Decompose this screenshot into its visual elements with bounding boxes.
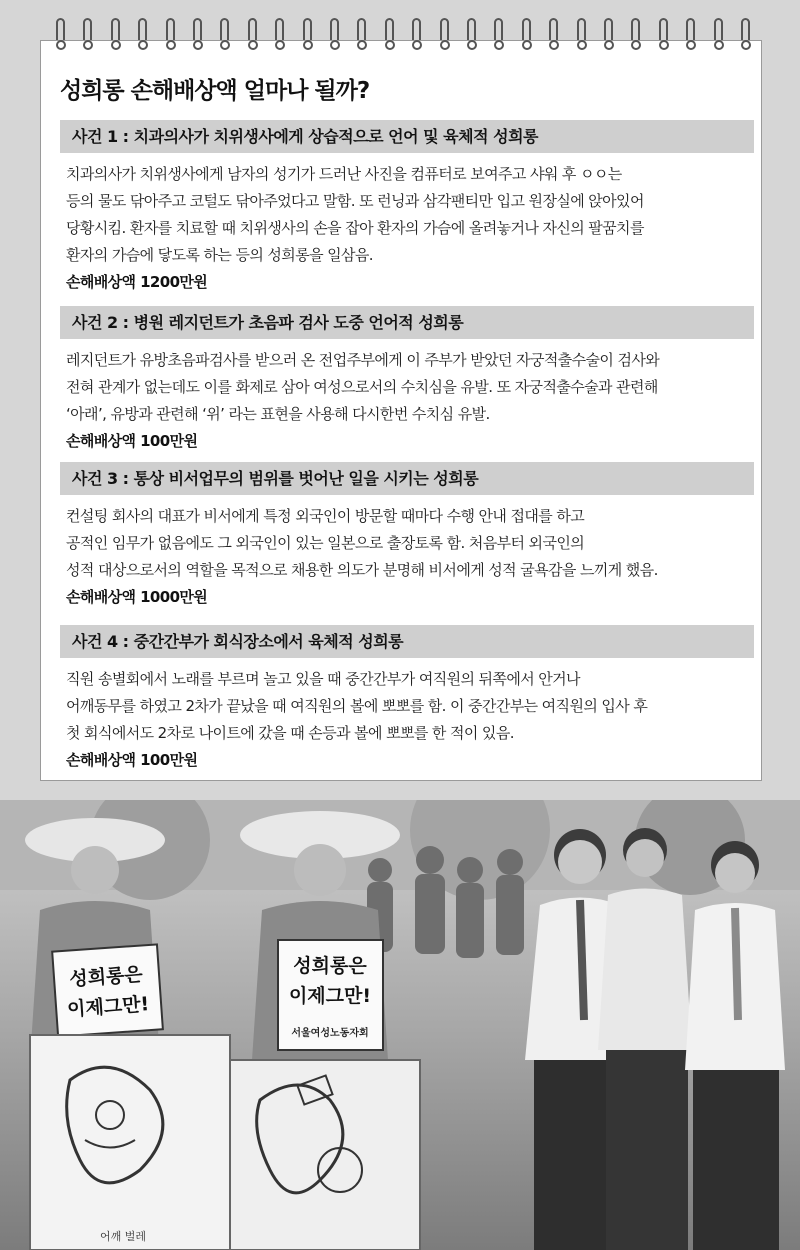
binding-ring — [655, 18, 673, 52]
case-body — [60, 153, 754, 296]
case-line: 첫 회식에서도 2차로 나이트에 갔을 때 손등과 볼에 뽀뽀를 한 적이 있음. — [66, 724, 514, 742]
case-amount: 손해배상액 1000만원 — [66, 588, 208, 606]
protest-photo — [0, 800, 800, 1250]
case-body — [60, 339, 754, 455]
case-line: 컨설팅 회사의 대표가 비서에게 특정 외국인이 방문할 때마다 수행 안내 접대를 하고 — [66, 507, 585, 525]
binding-ring — [52, 18, 70, 52]
binding-ring — [573, 18, 591, 52]
binding-ring — [436, 18, 454, 52]
case-line: 어깨동무를 하였고 2차가 끝났을 때 여직원의 볼에 뽀뽀를 함. 이 중간간부는 여직원의 입사 후 — [66, 697, 648, 715]
case-body — [60, 658, 754, 774]
binding-ring — [381, 18, 399, 52]
case-line: 치과의사가 치위생사에게 남자의 성기가 드러난 사진을 컴퓨터로 보여주고 샤워 후 ㅇㅇ는 — [66, 165, 622, 183]
binding-ring — [408, 18, 426, 52]
case-amount: 손해배상액 100만원 — [66, 751, 198, 769]
binding-ring — [627, 18, 645, 52]
case-heading: 사건 1 : 치과의사가 치위생사에게 상습적으로 언어 및 육체적 성희롱 — [60, 120, 754, 153]
case-amount: 손해배상액 100만원 — [66, 432, 198, 450]
case-1 — [60, 120, 754, 296]
protest-photo-illustration — [0, 800, 800, 1250]
binding-ring — [737, 18, 755, 52]
svg-text:서울여성노동자회: 서울여성노동자회 — [291, 1028, 369, 1039]
binding-ring — [107, 18, 125, 52]
protest-poster-left — [30, 1035, 230, 1250]
binding-ring — [600, 18, 618, 52]
binding-ring — [244, 18, 262, 52]
case-amount: 손해배상액 1200만원 — [66, 273, 208, 291]
case-3 — [60, 462, 754, 611]
case-line: 직원 송별회에서 노래를 부르며 놀고 있을 때 중간간부가 여직원의 뒤쪽에서 안거나 — [66, 670, 580, 688]
page-title: 성희롱 손해배상액 얼마나 될까? — [60, 78, 370, 104]
binding-ring — [271, 18, 289, 52]
binding-ring — [326, 18, 344, 52]
binding-ring — [353, 18, 371, 52]
protest-poster-right — [230, 1060, 420, 1250]
case-line: 전혀 관계가 없는데도 이를 화제로 삼아 여성으로서의 수치심을 유발. 또 자궁적출수술과 관련해 — [66, 378, 658, 396]
case-heading: 사건 3 : 통상 비서업무의 범위를 벗어난 일을 시키는 성희롱 — [60, 462, 754, 495]
svg-text:성희롱은: 성희롱은 — [68, 963, 144, 991]
binding-ring — [490, 18, 508, 52]
case-line: 등의 물도 닦아주고 코털도 닦아주었다고 말함. 또 런닝과 삼각팬티만 입고 원장실에 앉아있어 — [66, 192, 644, 210]
case-line: 당황시킴. 환자를 치료할 때 치위생사의 손을 잡아 환자의 가슴에 올려놓거나 자신의 팔꿈치를 — [66, 219, 644, 237]
svg-text:이제그만!: 이제그만! — [288, 985, 372, 1007]
binding-ring — [518, 18, 536, 52]
case-line: 공적인 임무가 없음에도 그 외국인이 있는 일본으로 출장토록 함. 처음부터 외국인의 — [66, 534, 585, 552]
svg-text:이제그만!: 이제그만! — [66, 993, 150, 1021]
case-heading: 사건 2 : 병원 레지던트가 초음파 검사 도중 언어적 성희롱 — [60, 306, 754, 339]
binding-ring — [682, 18, 700, 52]
case-body — [60, 495, 754, 611]
binding-ring — [545, 18, 563, 52]
svg-text:성희롱은: 성희롱은 — [293, 955, 367, 977]
case-line: 레지던트가 유방초음파검사를 받으러 온 전업주부에게 이 주부가 받았던 자궁적출수술이 검사와 — [66, 351, 660, 369]
binding-ring — [299, 18, 317, 52]
binding-ring — [189, 18, 207, 52]
case-4 — [60, 625, 754, 774]
case-2 — [60, 306, 754, 455]
binding-ring — [79, 18, 97, 52]
case-line: ‘아래’, 유방과 관련해 ‘위’ 라는 표현을 사용해 다시한번 수치심 유발. — [66, 405, 490, 423]
binding-ring — [710, 18, 728, 52]
case-line: 환자의 가슴에 닿도록 하는 등의 성희롱을 일삼음. — [66, 246, 373, 264]
binding-ring — [162, 18, 180, 52]
protest-sign-left — [52, 944, 163, 1036]
binding-ring — [463, 18, 481, 52]
case-heading: 사건 4 : 중간간부가 회식장소에서 육체적 성희롱 — [60, 625, 754, 658]
case-line: 성적 대상으로서의 역할을 목적으로 채용한 의도가 분명해 비서에게 성적 굴욕감을 느끼게 했음. — [66, 561, 658, 579]
binding-ring — [134, 18, 152, 52]
protest-sign-right — [278, 940, 383, 1050]
svg-text:어깨 벌레: 어깨 벌레 — [100, 1230, 147, 1243]
spiral-binding — [40, 18, 762, 58]
binding-ring — [216, 18, 234, 52]
